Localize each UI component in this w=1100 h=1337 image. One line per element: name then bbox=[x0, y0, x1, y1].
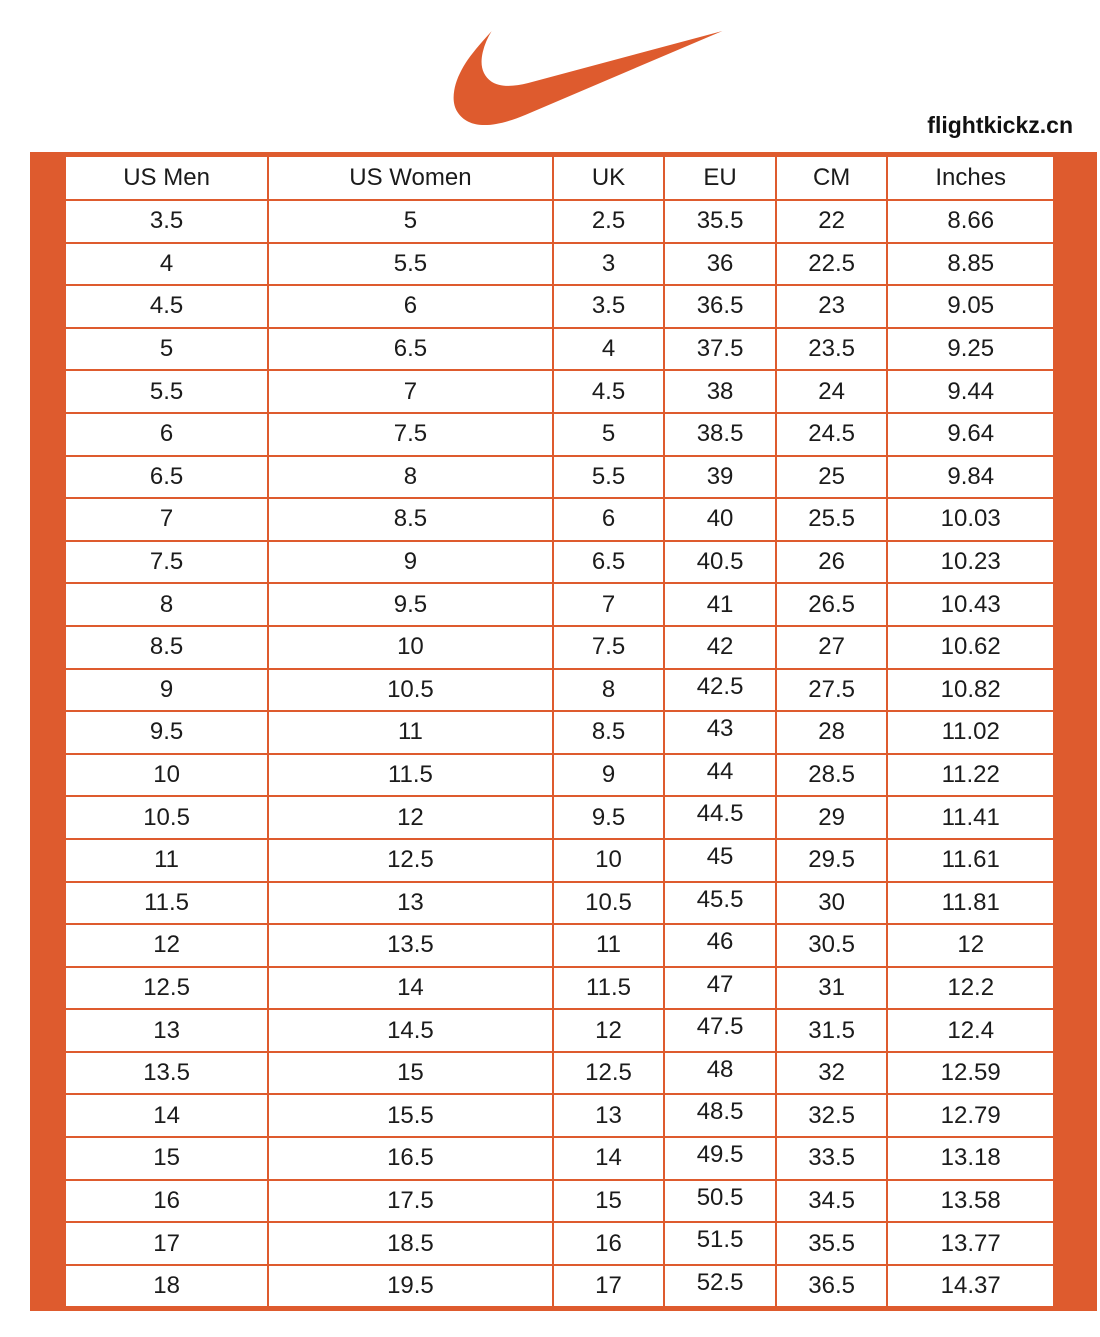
size-cell: 51.5 bbox=[664, 1222, 776, 1265]
size-cell: 42.5 bbox=[664, 669, 776, 712]
size-cell: 10 bbox=[553, 839, 665, 882]
size-cell: 13.77 bbox=[887, 1222, 1054, 1265]
size-cell: 6 bbox=[65, 413, 268, 456]
size-cell: 19.5 bbox=[268, 1265, 553, 1308]
table-row bbox=[65, 1052, 1054, 1095]
size-cell: 4.5 bbox=[65, 285, 268, 328]
size-cell: 11.41 bbox=[887, 796, 1054, 839]
size-cell: 44.5 bbox=[664, 796, 776, 839]
size-cell: 7.5 bbox=[268, 413, 553, 456]
size-cell: 11.61 bbox=[887, 839, 1054, 882]
size-cell: 44 bbox=[664, 754, 776, 797]
size-cell: 11.81 bbox=[887, 882, 1054, 925]
size-cell: 9.25 bbox=[887, 328, 1054, 371]
column-header: Inches bbox=[887, 156, 1054, 200]
size-cell: 8 bbox=[65, 583, 268, 626]
size-cell: 11.5 bbox=[268, 754, 553, 797]
size-cell: 14 bbox=[268, 967, 553, 1010]
size-cell: 9.64 bbox=[887, 413, 1054, 456]
size-cell: 4 bbox=[65, 243, 268, 286]
size-cell: 40 bbox=[664, 498, 776, 541]
size-cell: 7 bbox=[268, 370, 553, 413]
size-cell: 48.5 bbox=[664, 1094, 776, 1137]
size-cell: 2.5 bbox=[553, 200, 665, 243]
size-cell: 7 bbox=[65, 498, 268, 541]
size-cell: 12.59 bbox=[887, 1052, 1054, 1095]
size-cell: 29.5 bbox=[776, 839, 888, 882]
size-cell: 10 bbox=[268, 626, 553, 669]
size-cell: 3 bbox=[553, 243, 665, 286]
size-cell: 38 bbox=[664, 370, 776, 413]
size-cell: 12 bbox=[553, 1009, 665, 1052]
size-cell: 50.5 bbox=[664, 1180, 776, 1223]
size-cell: 9.5 bbox=[553, 796, 665, 839]
size-cell: 12 bbox=[65, 924, 268, 967]
size-cell: 34.5 bbox=[776, 1180, 888, 1223]
table-row bbox=[65, 328, 1054, 371]
size-cell: 22.5 bbox=[776, 243, 888, 286]
size-cell: 7 bbox=[553, 583, 665, 626]
size-cell: 35.5 bbox=[776, 1222, 888, 1265]
size-cell: 11.5 bbox=[65, 882, 268, 925]
table-row bbox=[65, 1222, 1054, 1265]
size-cell: 10.5 bbox=[65, 796, 268, 839]
size-cell: 45.5 bbox=[664, 882, 776, 925]
size-cell: 38.5 bbox=[664, 413, 776, 456]
size-cell: 30.5 bbox=[776, 924, 888, 967]
size-cell: 43 bbox=[664, 711, 776, 754]
column-header: EU bbox=[664, 156, 776, 200]
size-cell: 40.5 bbox=[664, 541, 776, 584]
size-cell: 9.44 bbox=[887, 370, 1054, 413]
table-row bbox=[65, 498, 1054, 541]
size-cell: 41 bbox=[664, 583, 776, 626]
size-cell: 13.5 bbox=[65, 1052, 268, 1095]
size-cell: 13.5 bbox=[268, 924, 553, 967]
size-cell: 15.5 bbox=[268, 1094, 553, 1137]
size-cell: 42 bbox=[664, 626, 776, 669]
size-cell: 45 bbox=[664, 839, 776, 882]
size-cell: 18 bbox=[65, 1265, 268, 1308]
size-cell: 4.5 bbox=[553, 370, 665, 413]
size-cell: 8.66 bbox=[887, 200, 1054, 243]
size-cell: 28 bbox=[776, 711, 888, 754]
size-cell: 3.5 bbox=[553, 285, 665, 328]
size-cell: 24.5 bbox=[776, 413, 888, 456]
size-cell: 18.5 bbox=[268, 1222, 553, 1265]
size-cell: 9 bbox=[65, 669, 268, 712]
size-cell: 5 bbox=[268, 200, 553, 243]
size-cell: 37.5 bbox=[664, 328, 776, 371]
size-cell: 11.02 bbox=[887, 711, 1054, 754]
size-cell: 10 bbox=[65, 754, 268, 797]
table-row bbox=[65, 285, 1054, 328]
table-row bbox=[65, 754, 1054, 797]
size-cell: 12.5 bbox=[65, 967, 268, 1010]
size-cell: 23 bbox=[776, 285, 888, 328]
size-cell: 27.5 bbox=[776, 669, 888, 712]
size-cell: 47 bbox=[664, 967, 776, 1010]
size-cell: 15 bbox=[65, 1137, 268, 1180]
size-cell: 17.5 bbox=[268, 1180, 553, 1223]
table-row bbox=[65, 541, 1054, 584]
table-row bbox=[65, 839, 1054, 882]
right-accent-bar bbox=[1055, 155, 1094, 1308]
size-cell: 52.5 bbox=[664, 1265, 776, 1308]
left-accent-bar bbox=[33, 155, 64, 1308]
size-cell: 10.5 bbox=[268, 669, 553, 712]
size-cell: 16 bbox=[553, 1222, 665, 1265]
size-cell: 16 bbox=[65, 1180, 268, 1223]
size-cell: 9.84 bbox=[887, 456, 1054, 499]
size-cell: 10.62 bbox=[887, 626, 1054, 669]
size-cell: 8.5 bbox=[553, 711, 665, 754]
size-cell: 10.03 bbox=[887, 498, 1054, 541]
size-cell: 6.5 bbox=[553, 541, 665, 584]
size-cell: 17 bbox=[553, 1265, 665, 1308]
size-cell: 6 bbox=[553, 498, 665, 541]
size-cell: 24 bbox=[776, 370, 888, 413]
size-cell: 32.5 bbox=[776, 1094, 888, 1137]
size-cell: 33.5 bbox=[776, 1137, 888, 1180]
table-row bbox=[65, 924, 1054, 967]
size-cell: 4 bbox=[553, 328, 665, 371]
table-row bbox=[65, 1265, 1054, 1308]
size-cell: 27 bbox=[776, 626, 888, 669]
size-cell: 48 bbox=[664, 1052, 776, 1095]
size-cell: 7.5 bbox=[65, 541, 268, 584]
size-cell: 3.5 bbox=[65, 200, 268, 243]
table-row bbox=[65, 626, 1054, 669]
size-cell: 12 bbox=[268, 796, 553, 839]
size-cell: 6 bbox=[268, 285, 553, 328]
size-cell: 12.79 bbox=[887, 1094, 1054, 1137]
size-cell: 13.18 bbox=[887, 1137, 1054, 1180]
table-row bbox=[65, 413, 1054, 456]
size-cell: 8 bbox=[553, 669, 665, 712]
table-row bbox=[65, 200, 1054, 243]
size-cell: 36.5 bbox=[776, 1265, 888, 1308]
size-cell: 39 bbox=[664, 456, 776, 499]
size-cell: 36.5 bbox=[664, 285, 776, 328]
size-cell: 11 bbox=[65, 839, 268, 882]
table-row bbox=[65, 456, 1054, 499]
size-cell: 13 bbox=[65, 1009, 268, 1052]
size-cell: 30 bbox=[776, 882, 888, 925]
table-row bbox=[65, 711, 1054, 754]
size-cell: 6.5 bbox=[268, 328, 553, 371]
site-label: flightkickz.cn bbox=[927, 112, 1073, 138]
size-cell: 8.5 bbox=[65, 626, 268, 669]
size-cell: 11.5 bbox=[553, 967, 665, 1010]
size-cell: 15 bbox=[553, 1180, 665, 1223]
size-cell: 10.82 bbox=[887, 669, 1054, 712]
size-cell: 11.22 bbox=[887, 754, 1054, 797]
size-cell: 9.05 bbox=[887, 285, 1054, 328]
size-cell: 23.5 bbox=[776, 328, 888, 371]
size-cell: 14 bbox=[65, 1094, 268, 1137]
table-row bbox=[65, 1180, 1054, 1223]
size-cell: 7.5 bbox=[553, 626, 665, 669]
column-header: US Women bbox=[268, 156, 553, 200]
table-row bbox=[65, 1137, 1054, 1180]
size-cell: 15 bbox=[268, 1052, 553, 1095]
size-cell: 9.5 bbox=[268, 583, 553, 626]
size-cell: 8 bbox=[268, 456, 553, 499]
size-cell: 5.5 bbox=[65, 370, 268, 413]
table-row bbox=[65, 370, 1054, 413]
nike-logo bbox=[452, 22, 724, 134]
table-row bbox=[65, 882, 1054, 925]
table-row bbox=[65, 583, 1054, 626]
table-row bbox=[65, 796, 1054, 839]
size-cell: 8.5 bbox=[268, 498, 553, 541]
header-row bbox=[65, 156, 1054, 200]
size-cell: 14.5 bbox=[268, 1009, 553, 1052]
size-cell: 10.23 bbox=[887, 541, 1054, 584]
size-cell: 36 bbox=[664, 243, 776, 286]
size-cell: 12.5 bbox=[268, 839, 553, 882]
size-cell: 31 bbox=[776, 967, 888, 1010]
size-cell: 13 bbox=[268, 882, 553, 925]
column-header: CM bbox=[776, 156, 888, 200]
size-conversion-table bbox=[64, 155, 1055, 1308]
size-cell: 32 bbox=[776, 1052, 888, 1095]
size-cell: 22 bbox=[776, 200, 888, 243]
column-header: UK bbox=[553, 156, 665, 200]
table-header bbox=[65, 156, 1054, 200]
size-cell: 11 bbox=[268, 711, 553, 754]
size-cell: 5 bbox=[553, 413, 665, 456]
size-cell: 12 bbox=[887, 924, 1054, 967]
table-row bbox=[65, 1009, 1054, 1052]
size-cell: 9 bbox=[553, 754, 665, 797]
size-cell: 46 bbox=[664, 924, 776, 967]
nike-swoosh-icon bbox=[452, 22, 724, 134]
size-cell: 16.5 bbox=[268, 1137, 553, 1180]
size-cell: 25 bbox=[776, 456, 888, 499]
size-cell: 17 bbox=[65, 1222, 268, 1265]
size-cell: 12.5 bbox=[553, 1052, 665, 1095]
size-cell: 47.5 bbox=[664, 1009, 776, 1052]
size-cell: 14.37 bbox=[887, 1265, 1054, 1308]
table-row bbox=[65, 1094, 1054, 1137]
size-cell: 28.5 bbox=[776, 754, 888, 797]
size-cell: 26 bbox=[776, 541, 888, 584]
table-row bbox=[65, 243, 1054, 286]
size-cell: 26.5 bbox=[776, 583, 888, 626]
size-cell: 49.5 bbox=[664, 1137, 776, 1180]
size-cell: 35.5 bbox=[664, 200, 776, 243]
size-cell: 6.5 bbox=[65, 456, 268, 499]
size-cell: 31.5 bbox=[776, 1009, 888, 1052]
size-cell: 11 bbox=[553, 924, 665, 967]
size-cell: 13 bbox=[553, 1094, 665, 1137]
size-cell: 10.43 bbox=[887, 583, 1054, 626]
size-cell: 14 bbox=[553, 1137, 665, 1180]
table-body bbox=[65, 200, 1054, 1307]
size-cell: 10.5 bbox=[553, 882, 665, 925]
size-cell: 9.5 bbox=[65, 711, 268, 754]
size-cell: 13.58 bbox=[887, 1180, 1054, 1223]
size-cell: 12.2 bbox=[887, 967, 1054, 1010]
size-cell: 12.4 bbox=[887, 1009, 1054, 1052]
size-cell: 29 bbox=[776, 796, 888, 839]
table-row bbox=[65, 669, 1054, 712]
size-chart-frame bbox=[30, 152, 1097, 1311]
size-cell: 5 bbox=[65, 328, 268, 371]
size-cell: 8.85 bbox=[887, 243, 1054, 286]
column-header: US Men bbox=[65, 156, 268, 200]
size-cell: 9 bbox=[268, 541, 553, 584]
size-cell: 25.5 bbox=[776, 498, 888, 541]
size-cell: 5.5 bbox=[268, 243, 553, 286]
size-cell: 5.5 bbox=[553, 456, 665, 499]
table-row bbox=[65, 967, 1054, 1010]
